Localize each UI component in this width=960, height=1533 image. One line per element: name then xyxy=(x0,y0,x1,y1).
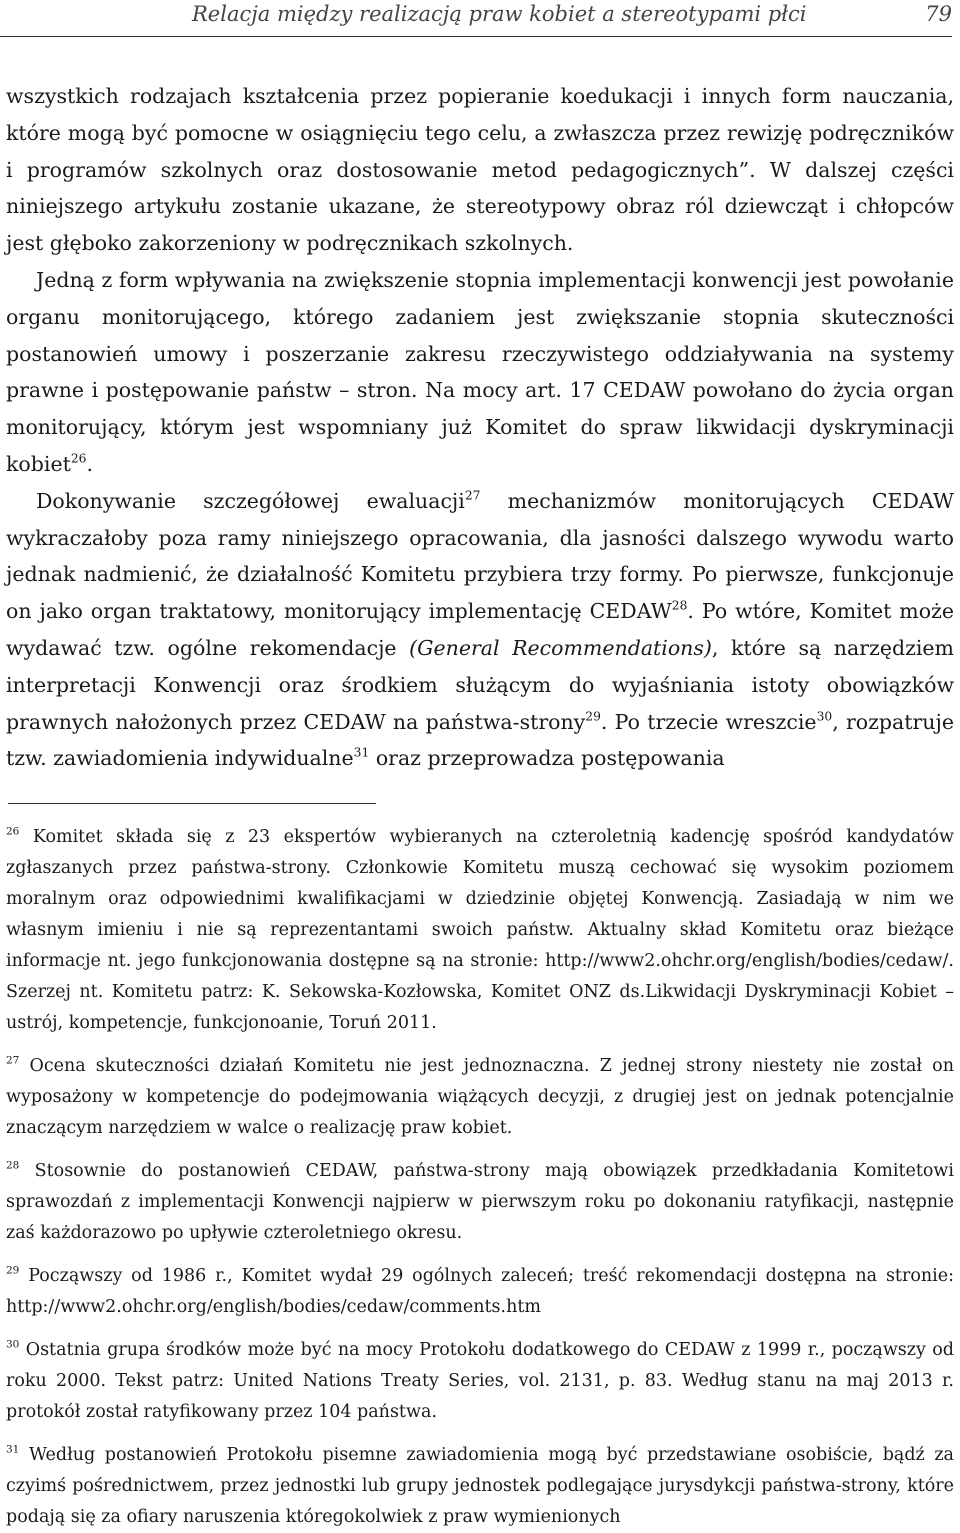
footnote-29 xyxy=(6,1261,954,1323)
footnote-number: 28 xyxy=(6,1159,20,1172)
footnote-number: 31 xyxy=(6,1443,20,1456)
paragraph-3-part-c: . Po wtóre, Komitet może wydawać tzw. ogólne rekomendacje xyxy=(6,599,954,660)
paragraph-2 xyxy=(6,262,954,483)
footnote-ref-29[interactable]: 29 xyxy=(585,708,601,723)
footnote-31 xyxy=(6,1440,954,1533)
footnotes xyxy=(6,822,954,1533)
footnote-number: 29 xyxy=(6,1264,20,1277)
running-title: Relacja między realizacją praw kobiet a stereotypami płci xyxy=(192,2,807,26)
footnote-ref-30[interactable]: 30 xyxy=(816,708,833,723)
footnote-ref-31[interactable]: 31 xyxy=(353,745,370,760)
footnote-number: 30 xyxy=(6,1338,20,1351)
footnote-28 xyxy=(6,1156,954,1249)
paragraph-3 xyxy=(6,483,954,777)
paragraph-2-text: Jedną z form wpływania na zwiększenie stopnia implementacji konwencji jest powołanie organu monitorującego, którego zadaniem jest zwiększanie stopnia skuteczności postanowień umowy i poszerzanie zakresu rzeczywistego oddziaływania na systemy prawne i postępowanie państw – stron. Na mocy art. 17 CEDAW powołano do życia organ monitorujący, którym jest wspomniany już Komitet do spraw likwidacji dyskryminacji kobiet xyxy=(6,267,954,476)
footnote-30 xyxy=(6,1335,954,1428)
footnote-text: Komitet składa się z 23 ekspertów wybieranych na czteroletnią kadencję spośród kandydatów zgłaszanych przez państwa-strony. Członkowie Komitetu muszą cechować się wysokim poziomem moralnym oraz odpowiednimi kwalifikacjami w dziedzinie objętej Konwencją. Zasiadają w nim we własnym imieniu i nie są reprezentantami swoich państw. Aktualny skład Komitetu oraz bieżące informacje nt. jego funkcjonowania dostępne są na stronie: http://www2.ohchr.org/english/bodies/cedaw/. Szerzej nt. Komitetu patrz: K. Sekowska-Kozłowska, Komitet ONZ ds.Likwidacji Dyskryminacji Kobiet – ustrój, kompetencje, funkcjonoanie, Toruń 2011. xyxy=(6,827,954,1033)
footnote-text: Stosownie do postanowień CEDAW, państwa-strony mają obowiązek przedkładania Komitetowi sprawozdań z implementacji Konwencji najpierw w pierwszym roku po dokonaniu ratyfikacji, następnie zaś każdorazowo po upływie czteroletniego okresu. xyxy=(6,1161,954,1243)
footnote-ref-27[interactable]: 27 xyxy=(464,488,481,503)
page-number: 79 xyxy=(925,2,952,26)
footnote-text: Ocena skuteczności działań Komitetu nie jest jednoznaczna. Z jednej strony niestety nie został on wyposażony w kompetencje do podejmowania wiążących decyzji, z drugiej jest on jednak potencjalnie znaczącym narzędziem w walce o realizację praw kobiet. xyxy=(6,1056,954,1138)
footnote-number: 26 xyxy=(6,825,20,838)
footnote-number: 27 xyxy=(6,1054,20,1067)
footnote-ref-28[interactable]: 28 xyxy=(671,598,688,613)
footnote-ref-26[interactable]: 26 xyxy=(70,451,87,466)
footnote-separator xyxy=(8,803,376,804)
footnote-27 xyxy=(6,1051,954,1144)
paragraph-3-part-d: , które są narzędziem interpretacji Konwencji oraz środkiem służącym do wyjaśniania istoty obowiązków prawnych nałożonych przez CEDAW na państwa-strony xyxy=(6,635,954,734)
paragraph-2-end: . xyxy=(86,451,94,476)
running-header xyxy=(0,0,952,37)
main-text xyxy=(6,78,954,777)
footnote-text: Ostatnia grupa środków może być na mocy Protokołu dodatkowego do CEDAW z 1999 r., począwszy od roku 2000. Tekst patrz: United Nations Treaty Series, vol. 2131, p. 83. Według stanu na maj 2013 r. protokół został ratyfikowany przez 104 państwa. xyxy=(6,1340,954,1422)
footnote-text: Według postanowień Protokołu pisemne zawiadomienia mogą być przedstawiane osobiście, bądź za czyimś pośrednictwem, przez jednostki lub grupy jednostek podlegające jurysdykcji państwa-strony, które podają się za ofiary naruszenia któregokolwiek z praw wymienionych xyxy=(6,1445,954,1527)
footnote-text: Począwszy od 1986 r., Komitet wydał 29 ogólnych zaleceń; treść rekomendacji dostępna na stronie: http://www2.ohchr.org/english/bodies/cedaw/comments.htm xyxy=(6,1266,954,1317)
paragraph-3-part-g: oraz przeprowadza postępowania xyxy=(369,746,725,771)
paragraph-3-part-b: mechanizmów monitorujących CEDAW wykraczałoby poza ramy niniejszego opracowania, dla jasności dalszego wywodu warto jednak nadmienić, że działalność Komitetu przybiera trzy formy. Po pierwsze, funkcjonuje on jako organ traktatowy, monitorujący implementację CEDAW xyxy=(6,488,954,624)
paragraph-3-part-a: Dokonywanie szczegółowej ewaluacji xyxy=(36,488,465,513)
paragraph-3-part-e: . Po trzecie wreszcie xyxy=(600,709,817,734)
paragraph-1: wszystkich rodzajach kształcenia przez popieranie koedukacji i innych form nauczania, które mogą być pomocne w osiągnięciu tego celu, a zwłaszcza przez rewizję podręczników i programów szkolnych oraz dostosowanie metod pedagogicznych”. W dalszej części niniejszego artykułu zostanie ukazane, że stereotypowy obraz ról dziewcząt i chłopców jest głęboko zakorzeniony w podręcznikach szkolnych. xyxy=(6,84,954,256)
footnote-26 xyxy=(6,822,954,1039)
paragraph-3-italic-term: (General Recommendations) xyxy=(409,635,712,660)
paragraph-3-part-f: , rozpatruje tzw. zawiadomienia indywidualne xyxy=(6,709,954,771)
